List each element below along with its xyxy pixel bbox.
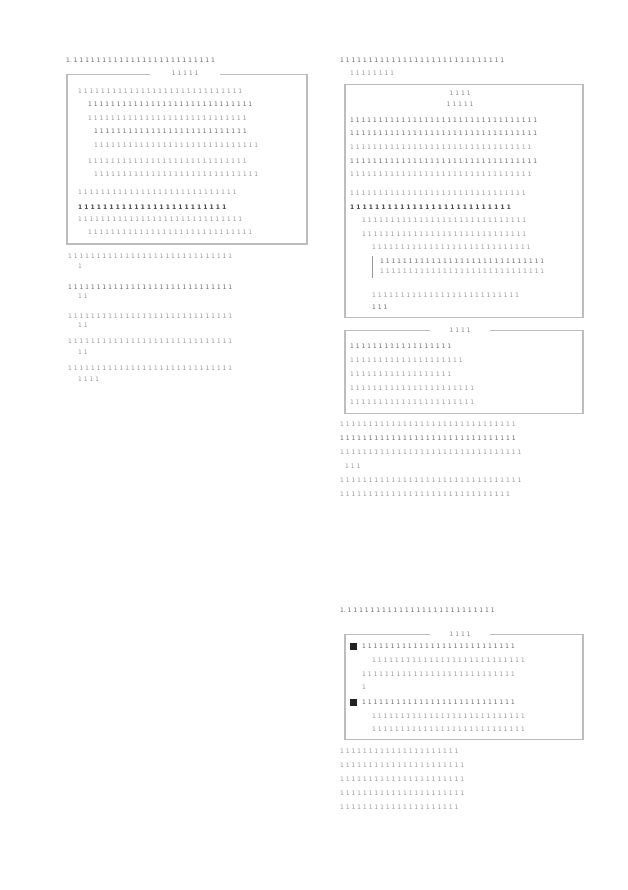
box1-line: 1 1 1 1 1 1 1 1 1 1 1 1 1 1 1 1 1 1 1 1 1 1 1 1 1 1 1 1 1 — [94, 171, 259, 178]
section-heading-right-cont: 1 1 1 1 1 1 1 1 — [350, 70, 394, 77]
body-line: 1 1 1 1 1 1 1 1 1 1 1 1 1 1 1 1 1 1 1 1 1 1 1 1 1 1 1 1 1 — [68, 313, 233, 320]
box3-line: 1 1 1 1 1 1 1 1 1 1 1 1 1 1 1 1 1 1 1 1 1 1 — [350, 385, 475, 392]
box2-sub-line: 1 1 1 1 1 1 1 1 1 1 1 1 1 1 1 1 1 1 1 1 1 1 1 1 1 1 1 1 1 — [362, 217, 527, 224]
box2-line: 1 1 1 1 1 1 1 1 1 1 1 1 1 1 1 1 1 1 1 1 1 1 1 1 1 1 1 1 1 1 1 1 1 — [350, 117, 538, 124]
box3-line: 1 1 1 1 1 1 1 1 1 1 1 1 1 1 1 1 1 1 1 1 1 1 — [350, 399, 475, 406]
box-title-2a: 1 1 1 1 — [449, 90, 471, 97]
box2-sub-line: 1 1 1 1 1 1 1 1 1 1 1 1 1 1 1 1 1 1 1 1 1 1 1 1 1 1 — [372, 292, 519, 299]
list-item: 1 1 1 1 1 1 1 1 1 1 1 1 1 1 1 1 1 1 1 1 1 1 — [340, 762, 465, 769]
body-line: 1 1 1 1 1 1 1 1 1 1 1 1 1 1 1 1 1 1 1 1 1 1 1 1 1 1 1 1 1 1 1 1 — [340, 477, 522, 484]
body-line: 1 1 1 1 1 1 1 1 1 1 1 1 1 1 1 1 1 1 1 1 1 1 1 1 1 1 1 1 1 1 1 — [340, 435, 516, 442]
box4-item1-line: 1 — [362, 684, 366, 691]
box1-sub-line: 1 1 1 1 1 1 1 1 1 1 1 1 1 1 1 1 1 1 1 1 1 1 1 1 1 1 1 1 1 — [88, 229, 253, 236]
body-line: 1 1 1 — [345, 463, 361, 470]
body-line: 1 1 1 1 — [78, 376, 99, 383]
box1-line: 1 1 1 1 1 1 1 1 1 1 1 1 1 1 1 1 1 1 1 1 1 1 1 1 1 1 1 1 1 — [94, 142, 259, 149]
body-line: 1 1 1 1 1 1 1 1 1 1 1 1 1 1 1 1 1 1 1 1 1 1 1 1 1 1 1 1 1 — [68, 338, 233, 345]
box2-line: 1 1 1 1 1 1 1 1 1 1 1 1 1 1 1 1 1 1 1 1 1 1 1 1 1 1 1 1 1 1 1 1 — [350, 144, 532, 151]
body-line: 1 1 — [78, 322, 88, 329]
box1-line: 1 1 1 1 1 1 1 1 1 1 1 1 1 1 1 1 1 1 1 1 1 1 1 1 1 1 1 1 1 — [78, 88, 243, 95]
box1-sub-line: 1 1 1 1 1 1 1 1 1 1 1 1 1 1 1 1 1 1 1 1 1 1 1 1 — [78, 204, 227, 211]
box2-line: 1 1 1 1 1 1 1 1 1 1 1 1 1 1 1 1 1 1 1 1 1 1 1 1 1 1 1 1 1 1 1 — [350, 190, 526, 197]
box2-line: 1 1 1 1 1 1 1 1 1 1 1 1 1 1 1 1 1 1 1 1 1 1 1 1 1 1 — [350, 204, 511, 211]
box2-sub-line: 1 1 1 1 1 1 1 1 1 1 1 1 1 1 1 1 1 1 1 1 1 1 1 1 1 1 1 1 1 — [362, 231, 527, 238]
box4-item2-line: 1 1 1 1 1 1 1 1 1 1 1 1 1 1 1 1 1 1 1 1 1 1 1 1 1 1 1 — [372, 713, 525, 720]
box3-line: 1 1 1 1 1 1 1 1 1 1 1 1 1 1 1 1 1 1 — [350, 343, 452, 350]
box2-sub-line: 1 1 1 1 1 1 1 1 1 1 1 1 1 1 1 1 1 1 1 1 1 1 1 1 1 1 1 1 — [372, 244, 531, 251]
body-line: 1 1 1 1 1 1 1 1 1 1 1 1 1 1 1 1 1 1 1 1 1 1 1 1 1 1 1 1 1 1 1 — [340, 421, 516, 428]
list-item: 1 1 1 1 1 1 1 1 1 1 1 1 1 1 1 1 1 1 1 1 1 1 — [340, 790, 465, 797]
body-line: 1 1 1 1 1 1 1 1 1 1 1 1 1 1 1 1 1 1 1 1 1 1 1 1 1 1 1 1 1 1 1 1 — [340, 449, 522, 456]
square-bullet-icon — [350, 699, 357, 706]
box-title-2b: 1 1 1 1 1 — [446, 101, 474, 108]
body-line: 1 1 1 1 1 1 1 1 1 1 1 1 1 1 1 1 1 1 1 1 1 1 1 1 1 1 1 1 1 1 — [340, 491, 510, 498]
box4-item1-line: 1 1 1 1 1 1 1 1 1 1 1 1 1 1 1 1 1 1 1 1 1 1 1 1 1 1 1 — [362, 643, 515, 650]
box-title-4: 1 1 1 1 — [430, 631, 490, 639]
list-item: 1 1 1 1 1 1 1 1 1 1 1 1 1 1 1 1 1 1 1 1 1 — [340, 748, 459, 755]
section-heading-right: 1 1 1 1 1 1 1 1 1 1 1 1 1 1 1 1 1 1 1 1 1 1 1 1 1 1 1 1 1 — [340, 57, 505, 64]
box1-sub-line: 1 1 1 1 1 1 1 1 1 1 1 1 1 1 1 1 1 1 1 1 1 1 1 1 1 1 1 1 1 — [78, 216, 243, 223]
body-line: 1 1 1 1 1 1 1 1 1 1 1 1 1 1 1 1 1 1 1 1 1 1 1 1 1 1 1 1 1 — [68, 284, 233, 291]
box1-line: 1 1 1 1 1 1 1 1 1 1 1 1 1 1 1 1 1 1 1 1 1 1 1 1 1 1 1 1 — [78, 189, 237, 196]
list-item: 1 1 1 1 1 1 1 1 1 1 1 1 1 1 1 1 1 1 1 1 1 — [340, 804, 459, 811]
section-heading-left: 1. 1 1 1 1 1 1 1 1 1 1 1 1 1 1 1 1 1 1 1 1 1 1 1 1 1 — [66, 57, 215, 64]
box4-item1-line: 1 1 1 1 1 1 1 1 1 1 1 1 1 1 1 1 1 1 1 1 1 1 1 1 1 1 1 — [362, 671, 515, 678]
box2-sub-line: 1 1 1 1 1 1 1 1 1 1 1 1 1 1 1 1 1 1 1 1 1 1 1 1 1 1 1 1 1 — [380, 268, 545, 275]
section-heading-right-2: 1. 1 1 1 1 1 1 1 1 1 1 1 1 1 1 1 1 1 1 1 1 1 1 1 1 1 1 — [340, 607, 495, 614]
list-item: 1 1 1 1 1 1 1 1 1 1 1 1 1 1 1 1 1 1 1 1 1 1 — [340, 776, 465, 783]
box3-line: 1 1 1 1 1 1 1 1 1 1 1 1 1 1 1 1 1 1 1 1 — [350, 357, 463, 364]
box2-line: 1 1 1 1 1 1 1 1 1 1 1 1 1 1 1 1 1 1 1 1 1 1 1 1 1 1 1 1 1 1 1 1 1 — [350, 158, 538, 165]
body-line: 1 1 — [78, 293, 88, 300]
box2-footer: 1 1 1 — [372, 304, 388, 311]
square-bullet-icon — [350, 643, 357, 650]
box4-item2-line: 1 1 1 1 1 1 1 1 1 1 1 1 1 1 1 1 1 1 1 1 1 1 1 1 1 1 1 — [372, 726, 525, 733]
body-line: 1 1 1 1 1 1 1 1 1 1 1 1 1 1 1 1 1 1 1 1 1 1 1 1 1 1 1 1 1 — [68, 253, 233, 260]
box4-item1-line: 1 1 1 1 1 1 1 1 1 1 1 1 1 1 1 1 1 1 1 1 1 1 1 1 1 1 1 — [372, 657, 525, 664]
body-line: 1 — [78, 263, 82, 270]
box2-line: 1 1 1 1 1 1 1 1 1 1 1 1 1 1 1 1 1 1 1 1 1 1 1 1 1 1 1 1 1 1 1 1 — [350, 171, 532, 178]
box2-line: 1 1 1 1 1 1 1 1 1 1 1 1 1 1 1 1 1 1 1 1 1 1 1 1 1 1 1 1 1 1 1 1 1 — [350, 130, 538, 137]
box1-line: 1 1 1 1 1 1 1 1 1 1 1 1 1 1 1 1 1 1 1 1 1 1 1 1 1 1 1 1 — [88, 158, 247, 165]
box3-line: 1 1 1 1 1 1 1 1 1 1 1 1 1 1 1 1 1 1 — [350, 371, 452, 378]
box-title-1: 1 1 1 1 1 — [150, 70, 220, 78]
body-line: 1 1 1 1 1 1 1 1 1 1 1 1 1 1 1 1 1 1 1 1 1 1 1 1 1 1 1 1 1 — [68, 365, 233, 372]
box4-item2-line: 1 1 1 1 1 1 1 1 1 1 1 1 1 1 1 1 1 1 1 1 1 1 1 1 1 1 1 — [362, 699, 515, 706]
bracket-mark — [372, 256, 377, 278]
body-line: 1 1 — [78, 349, 88, 356]
box1-line: 1 1 1 1 1 1 1 1 1 1 1 1 1 1 1 1 1 1 1 1 1 1 1 1 1 1 1 — [94, 128, 247, 135]
box-title-3: 1 1 1 1 — [430, 327, 490, 335]
box2-sub-line: 1 1 1 1 1 1 1 1 1 1 1 1 1 1 1 1 1 1 1 1 1 1 1 1 1 1 1 1 1 — [380, 258, 545, 265]
box1-line: 1 1 1 1 1 1 1 1 1 1 1 1 1 1 1 1 1 1 1 1 1 1 1 1 1 1 1 1 — [88, 115, 247, 122]
box1-line: 1 1 1 1 1 1 1 1 1 1 1 1 1 1 1 1 1 1 1 1 1 1 1 1 1 1 1 1 1 — [88, 101, 253, 108]
